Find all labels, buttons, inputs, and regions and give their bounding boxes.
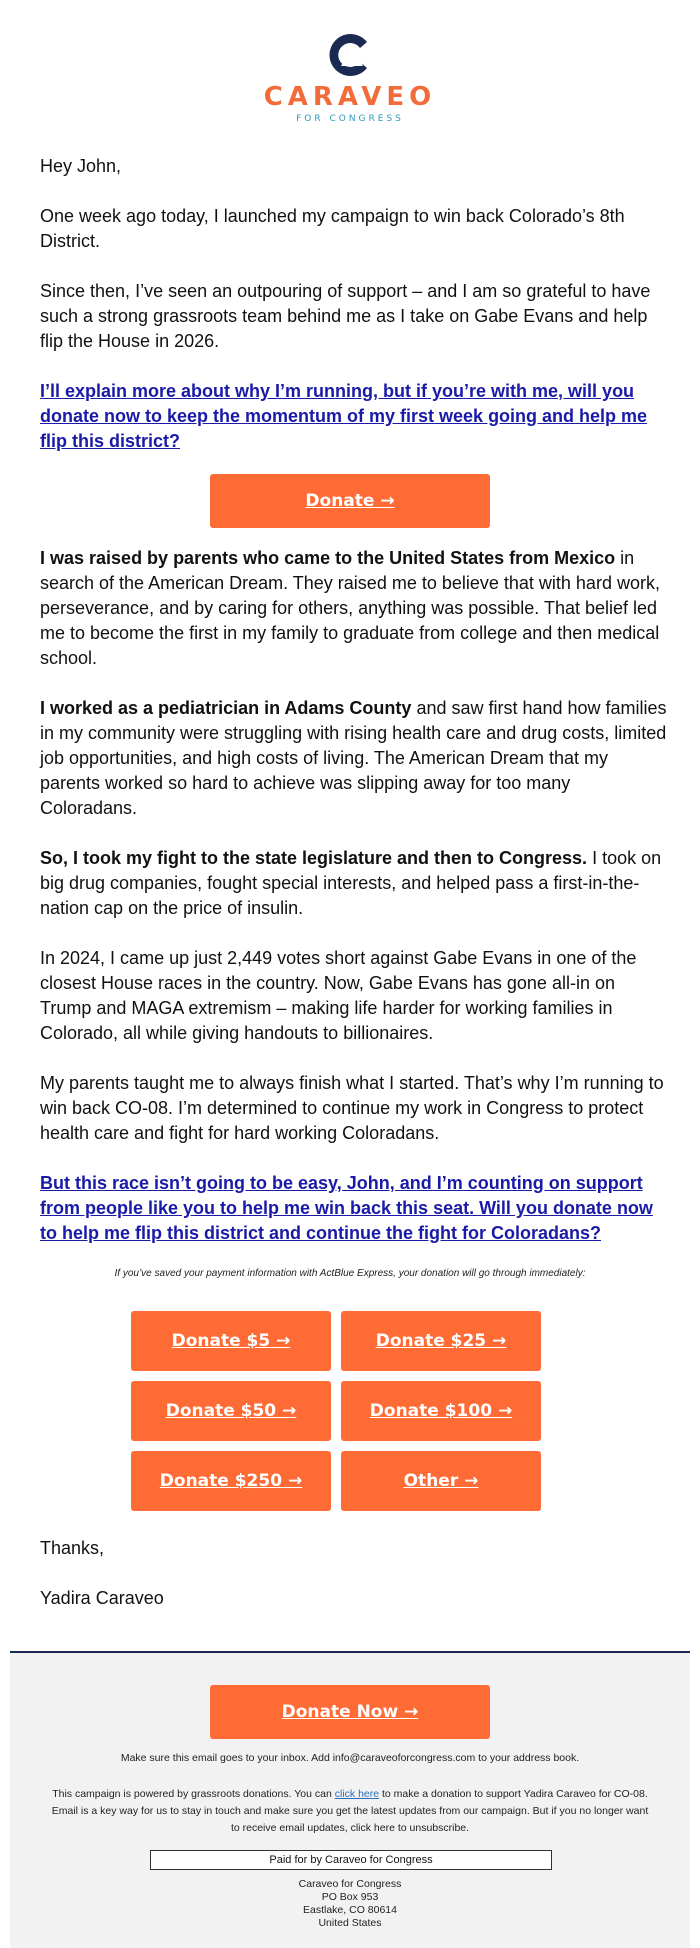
grassroots-note-pre: This campaign is powered by grassroots donations. You can (52, 1788, 335, 1800)
address-line-3: Eastlake, CO 80614 (303, 1904, 397, 1916)
closing-thanks: Thanks, (40, 1538, 105, 1558)
paragraph-legislature (40, 846, 670, 921)
donate-button[interactable]: Donate → (210, 474, 490, 528)
address-line-2: PO Box 953 (321, 1891, 379, 1903)
donate-5-button[interactable]: Donate $5 → (131, 1311, 331, 1371)
paragraph-legislature-bold: So, I took my fight to the state legislature and then to Congress. (40, 848, 588, 868)
paragraph-parents-text: in search of the American Dream. They raised me to believe that with hard work, perseverance, and by caring for others, anything was possible. That belief led me to become the first in my family to graduate from college and then medical school. (40, 548, 660, 668)
mailing-address (10, 1878, 690, 1930)
paragraph-support: Since then, I’ve seen an outpouring of support – and I am so grateful to have such a strong grassroots team behind me as I take on Gabe Evans and help flip the House in 2026. (40, 281, 651, 351)
logo-subtitle: FOR CONGRESS (296, 114, 404, 124)
paid-for-disclaimer: Paid for by Caraveo for Congress (150, 1850, 552, 1870)
signature: Yadira Caraveo (40, 1588, 164, 1608)
donate-25-button[interactable]: Donate $25 → (341, 1311, 541, 1371)
campaign-logo (0, 30, 700, 125)
paragraph-launch: One week ago today, I launched my campaign to win back Colorado’s 8th District. (40, 206, 625, 251)
intro-section (40, 154, 670, 479)
paragraph-2024: In 2024, I came up just 2,449 votes short against Gabe Evans in one of the closest House races in the country. Now, Gabe Evans has gone all-in on Trump and MAGA extremism – making life harder for working families in Colorado, all while giving handouts to billionaires. (40, 948, 637, 1043)
logo-name: CARAVEO (263, 82, 437, 112)
donate-other-button[interactable]: Other → (341, 1451, 541, 1511)
grassroots-note (50, 1786, 650, 1837)
address-line-1: Caraveo for Congress (298, 1878, 402, 1890)
donate-link-top[interactable]: I’ll explain more about why I’m running, but if you’re with me, will you donate now to keep the momentum of my first week going and help me flip this district? (40, 381, 648, 451)
logo-mark-icon (327, 30, 373, 80)
paragraph-pediatrician-bold: I worked as a pediatrician in Adams County (40, 698, 412, 718)
address-line-4: United States (318, 1917, 382, 1929)
greeting: Hey John, (40, 156, 122, 176)
actblue-express-note: If you’ve saved your payment information with ActBlue Express, your donation will go through immediately: (114, 1268, 586, 1279)
click-here-link[interactable]: click here (334, 1788, 380, 1800)
donate-100-button[interactable]: Donate $100 → (341, 1381, 541, 1441)
donate-50-button[interactable]: Donate $50 → (131, 1381, 331, 1441)
paragraph-pediatrician-text: and saw first hand how families in my community were struggling with rising health care and drug costs, limited job opportunities, and high costs of living. The American Dream that my parents worked so hard to achieve was slipping away for too many Coloradans. (40, 698, 667, 818)
paragraph-pediatrician (40, 696, 670, 821)
grassroots-note-post: to make a donation to support Yadira Caraveo for CO-08. Email is a key way for us to stay in touch and make sure you get the latest updates from our campaign. But if you no longer want to receive email updates, click here to unsubscribe. (51, 1788, 649, 1834)
paragraph-finish: My parents taught me to always finish what I started. That’s why I’m running to win back CO-08. I’m determined to continue my work in Congress to protect health care and fight for hard working Coloradans. (40, 1073, 664, 1143)
donate-now-button[interactable]: Donate Now → (210, 1685, 490, 1739)
donate-link-bottom[interactable]: But this race isn’t going to be easy, John, and I’m counting on support from people like you to help me win back this seat. Will you donate now to help me flip this district and continue the fight for Coloradans? (40, 1173, 653, 1243)
paragraph-parents-bold: I was raised by parents who came to the United States from Mexico (40, 548, 616, 568)
paragraph-legislature-text: I took on big drug companies, fought special interests, and helped pass a first-in-the-nation cap on the price of insulin. (40, 848, 662, 918)
paragraph-parents (40, 546, 670, 671)
donate-250-button[interactable]: Donate $250 → (131, 1451, 331, 1511)
email-footer (10, 1651, 690, 1948)
inbox-note: Make sure this email goes to your inbox. Add info@caraveoforcongress.com to your address book. (120, 1752, 580, 1764)
donate-link-bottom-wrap (40, 1171, 670, 1246)
